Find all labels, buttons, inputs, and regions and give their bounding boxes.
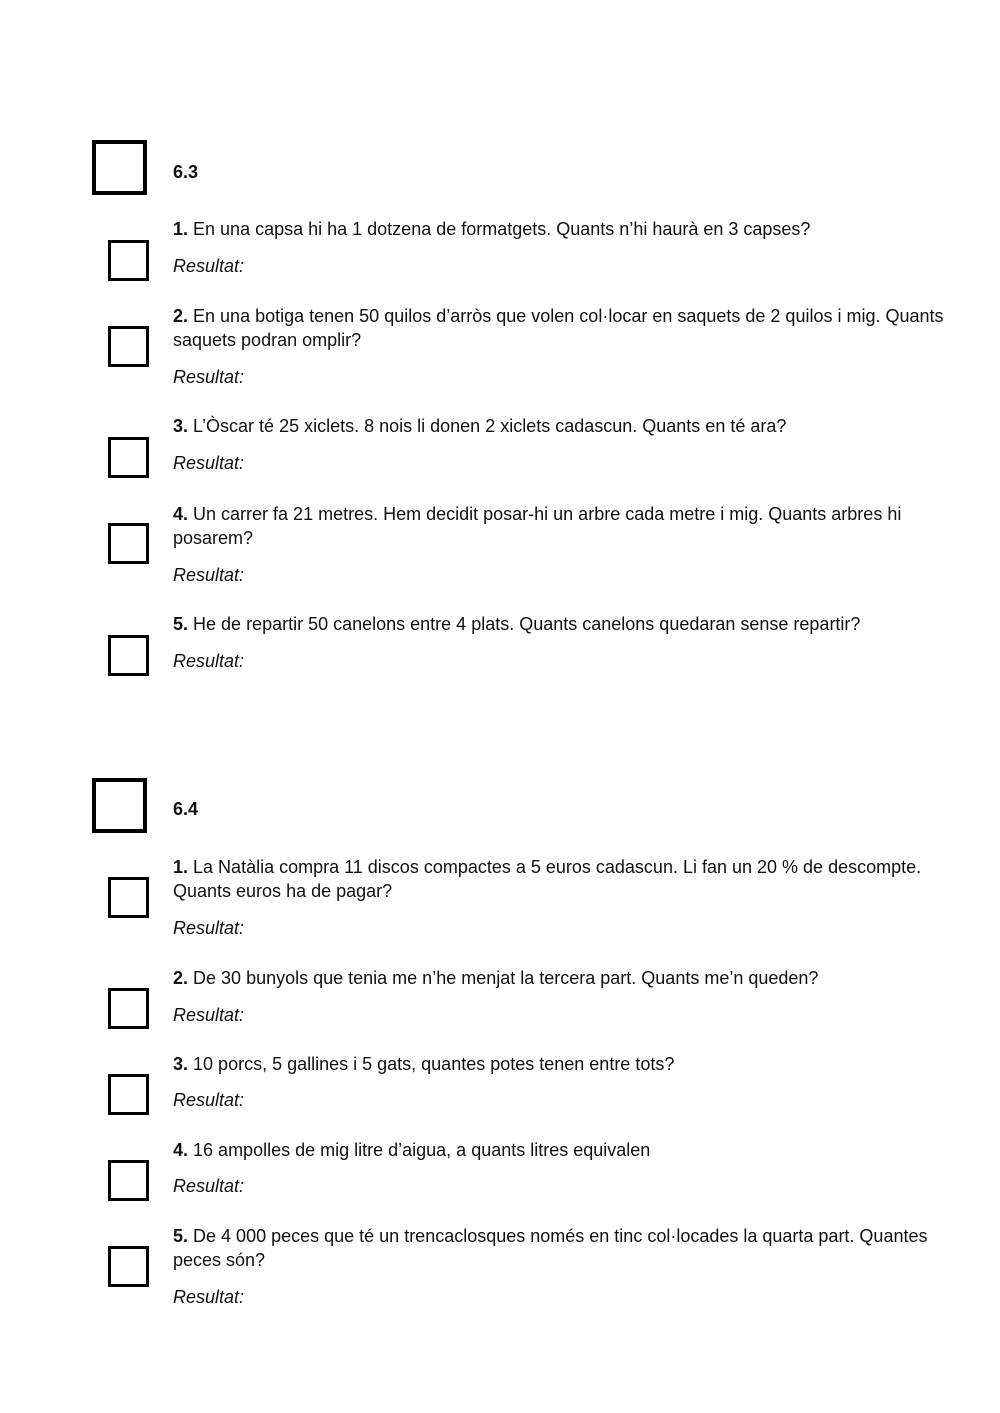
section-6-4-q4-result: Resultat: — [173, 1176, 245, 1196]
section-6-3-q4-checkbox[interactable] — [108, 523, 149, 564]
section-6-3-q4-text — [173, 502, 963, 550]
section-6-3-q5-text — [173, 612, 963, 636]
section-6-3-checkbox[interactable] — [92, 140, 147, 195]
section-6-4-q3-text — [173, 1052, 963, 1076]
question-body: He de repartir 50 canelons entre 4 plats. Quants canelons quedaran sense repartir? — [193, 614, 861, 634]
question-number: 4. — [173, 504, 189, 524]
section-6-3-q4-result: Resultat: — [173, 565, 245, 585]
question-number: 5. — [173, 614, 189, 634]
section-6-4-checkbox[interactable] — [92, 778, 147, 833]
section-6-4-q2-result: Resultat: — [173, 1005, 245, 1025]
section-6-4-q1-checkbox[interactable] — [108, 877, 149, 918]
question-number: 4. — [173, 1140, 189, 1160]
question-number: 2. — [173, 968, 189, 988]
question-body: De 4 000 peces que té un trencaclosques només en tinc col·locades la quarta part. Quantes peces són? — [173, 1226, 928, 1270]
section-6-4-q2-checkbox[interactable] — [108, 988, 149, 1029]
section-6-3-title: 6.3 — [173, 162, 199, 182]
question-number: 1. — [173, 219, 189, 239]
section-6-4-q5-text — [173, 1224, 963, 1272]
question-number: 3. — [173, 416, 189, 436]
section-6-4-q4-checkbox[interactable] — [108, 1160, 149, 1201]
section-6-3-q2-checkbox[interactable] — [108, 326, 149, 367]
section-6-4-title: 6.4 — [173, 799, 199, 819]
section-6-4-q5-checkbox[interactable] — [108, 1246, 149, 1287]
section-6-3-q2-result: Resultat: — [173, 367, 245, 387]
question-number: 5. — [173, 1226, 189, 1246]
section-6-4-q3-checkbox[interactable] — [108, 1074, 149, 1115]
section-6-4-q2-text — [173, 966, 963, 990]
section-6-4-q1-result: Resultat: — [173, 918, 245, 938]
question-number: 1. — [173, 857, 189, 877]
question-body: La Natàlia compra 11 discos compactes a 5 euros cadascun. Li fan un 20 % de descompte. Quants euros ha de pagar? — [173, 857, 922, 901]
section-6-3-q5-result: Resultat: — [173, 651, 245, 671]
section-6-3-q2-text — [173, 304, 963, 352]
question-body: Un carrer fa 21 metres. Hem decidit posar‑hi un arbre cada metre i mig. Quants arbres hi posarem? — [173, 504, 902, 548]
question-body: En una capsa hi ha 1 dotzena de formatgets. Quants n’hi haurà en 3 capses? — [193, 219, 811, 239]
question-number: 3. — [173, 1054, 189, 1074]
section-6-3-q3-checkbox[interactable] — [108, 437, 149, 478]
question-body: 16 ampolles de mig litre d’aigua, a quants litres equivalen — [193, 1140, 651, 1160]
section-6-3-q1-text — [173, 217, 963, 241]
section-6-3-q3-text — [173, 414, 963, 438]
question-body: De 30 bunyols que tenia me n’he menjat la tercera part. Quants me’n queden? — [193, 968, 819, 988]
question-body: L’Òscar té 25 xiclets. 8 nois li donen 2 xiclets cadascun. Quants en té ara? — [193, 416, 787, 436]
section-6-4-q4-text — [173, 1138, 963, 1162]
section-6-4-q5-result: Resultat: — [173, 1287, 245, 1307]
question-body: 10 porcs, 5 gallines i 5 gats, quantes potes tenen entre tots? — [193, 1054, 675, 1074]
section-6-3-q5-checkbox[interactable] — [108, 635, 149, 676]
section-6-4-q1-text — [173, 855, 963, 903]
question-body: En una botiga tenen 50 quilos d’arròs que volen col·locar en saquets de 2 quilos i mig. Quants saquets podran omplir? — [173, 306, 944, 350]
section-6-4-q3-result: Resultat: — [173, 1090, 245, 1110]
section-6-3-q1-result: Resultat: — [173, 256, 245, 276]
section-6-3-q3-result: Resultat: — [173, 453, 245, 473]
question-number: 2. — [173, 306, 189, 326]
section-6-3-q1-checkbox[interactable] — [108, 240, 149, 281]
